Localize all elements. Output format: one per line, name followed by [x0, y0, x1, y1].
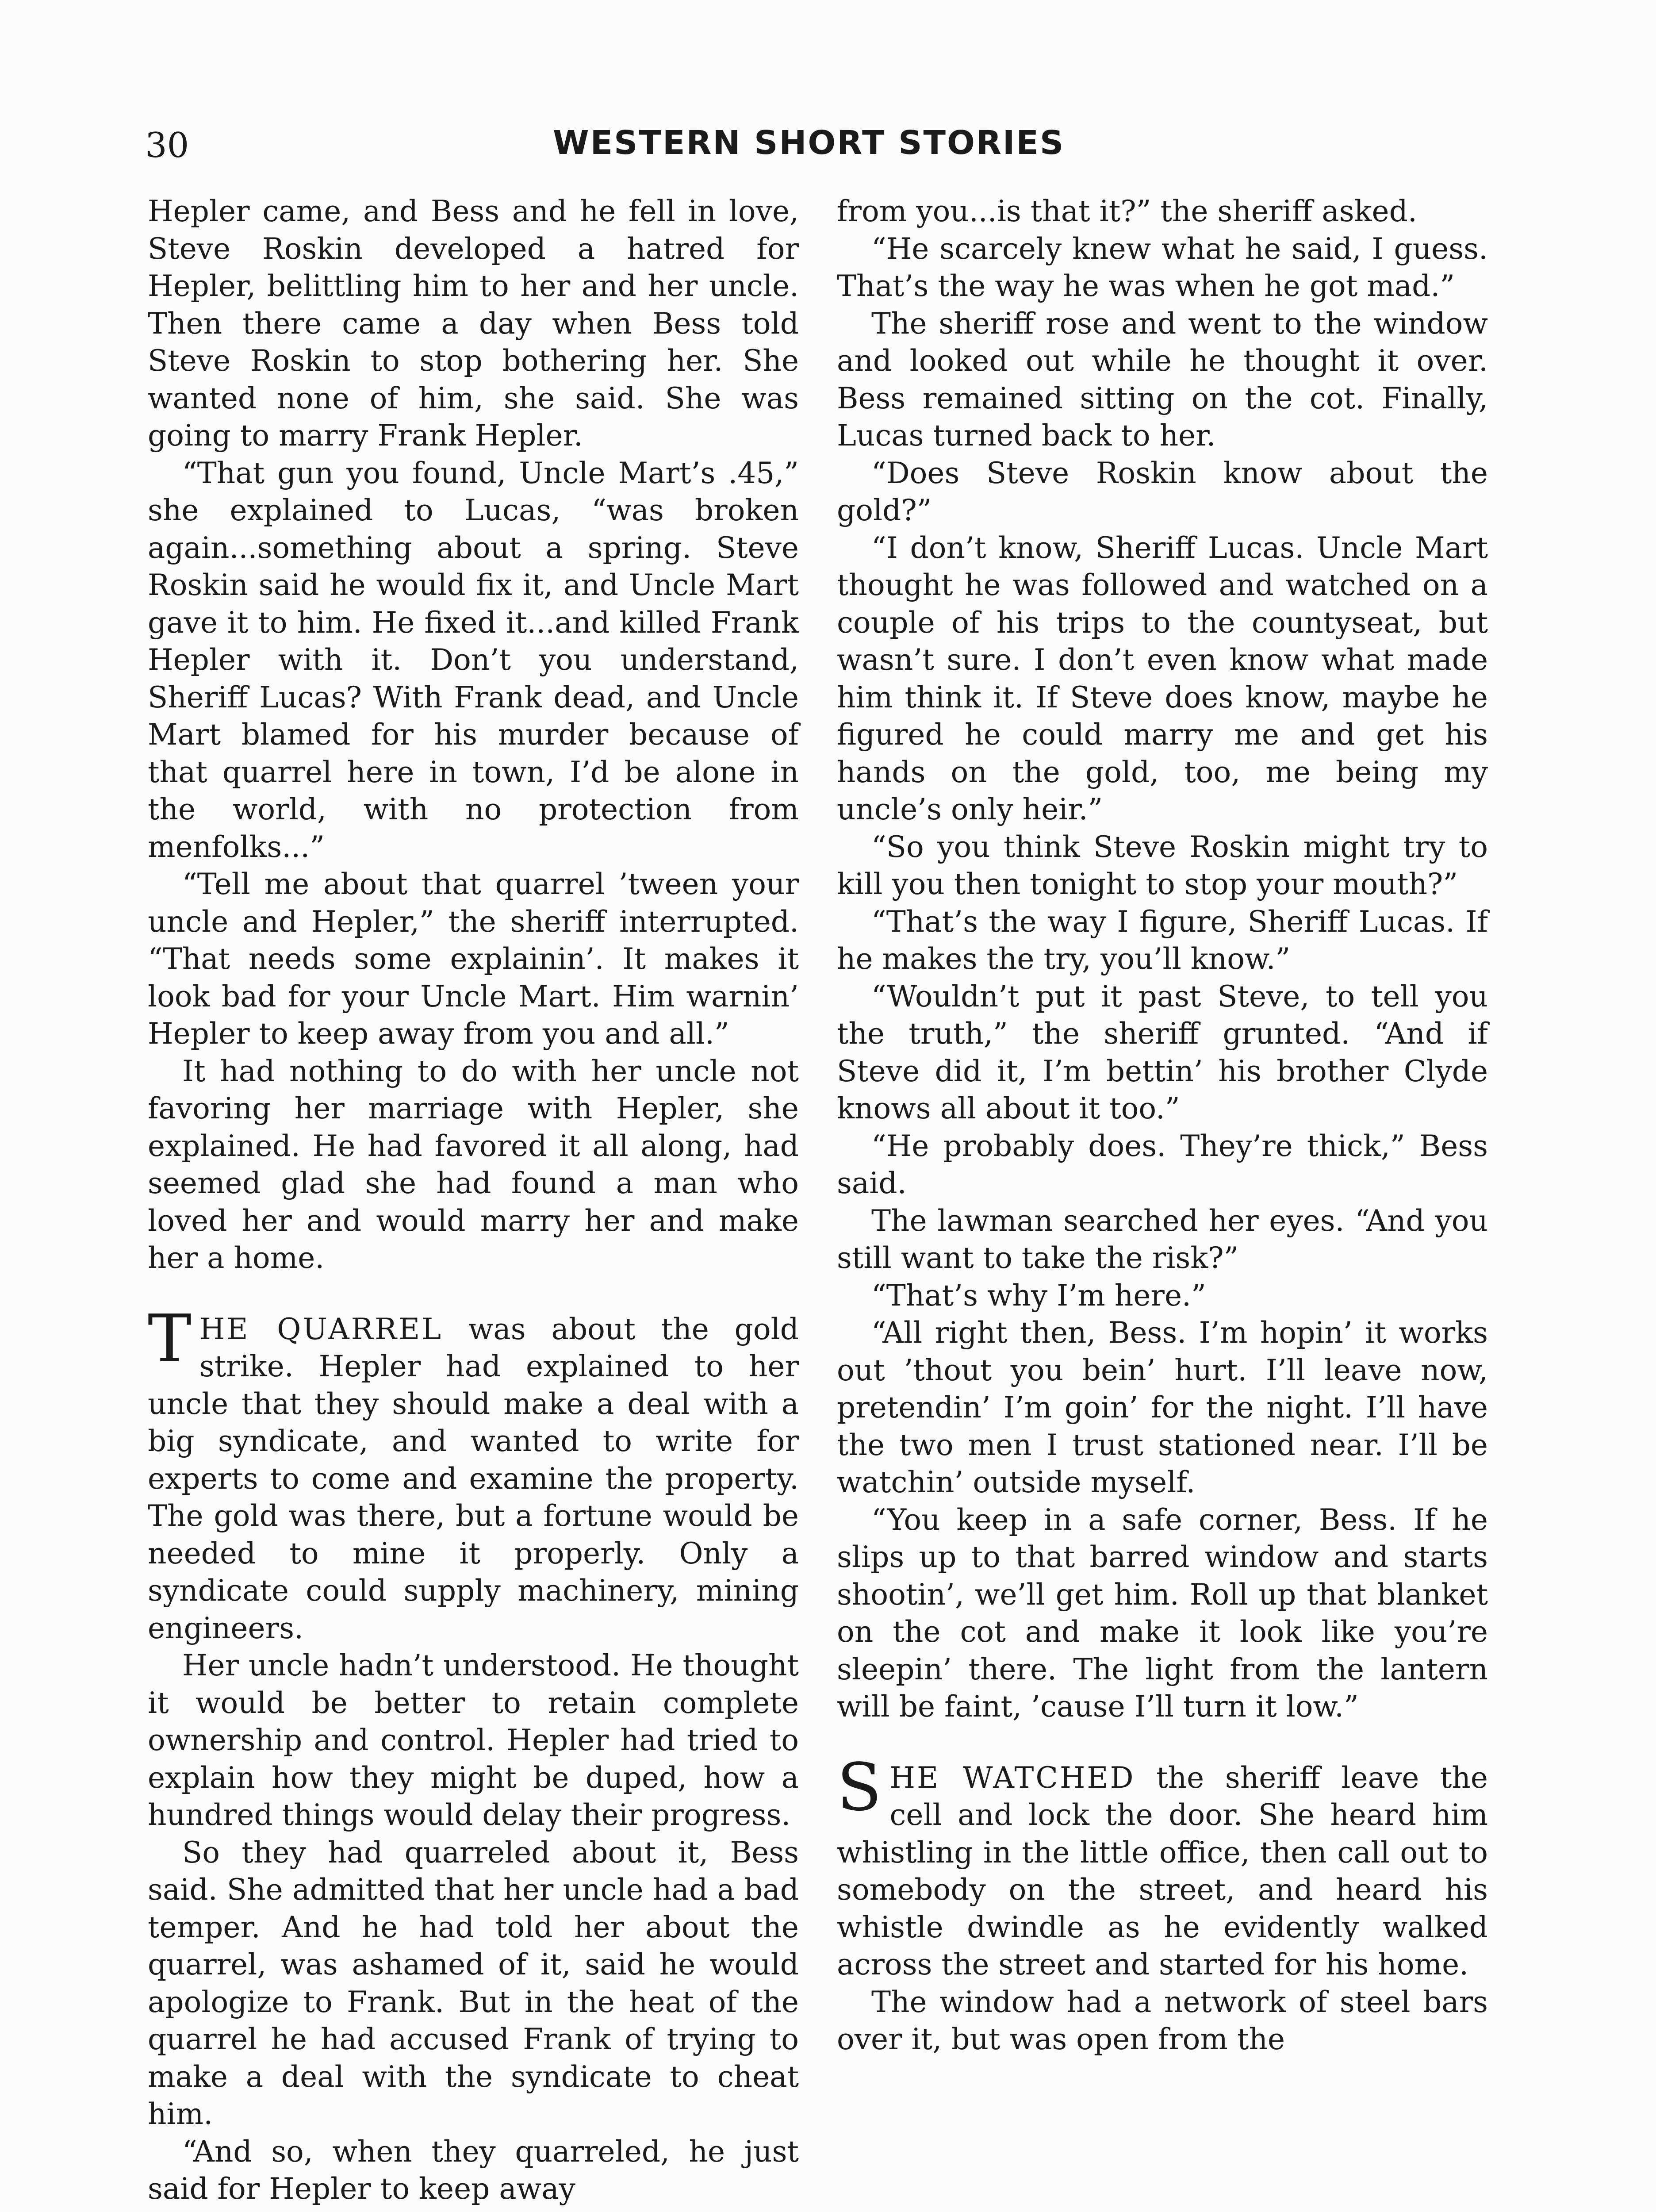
left-column [148, 193, 799, 2208]
paragraph: “You keep in a safe corner, Bess. If he slips up to that barred window and starts shootin’, we’ll get him. Roll up that blanket on the cot and make it look like you’re sleepin’ there. The light from the lantern will be faint, ’cause I’ll turn it low.” [837, 1502, 1488, 1724]
paragraph: It had nothing to do with her uncle not favoring her marriage with Hepler, she explained. He had favored it all along, had seemed glad she had found a man who loved her and would marry her and make her a home. [148, 1054, 799, 1275]
paragraph: “He probably does. They’re thick,” Bess said. [837, 1129, 1488, 1200]
paragraph: “All right then, Bess. I’m hopin’ it works out ’thout you bein’ hurt. I’ll leave now, pretendin’ I’m goin’ for the night. I’ll have the two men I trust stationed near. I’ll be watchin’ outside myself. [837, 1316, 1488, 1499]
paragraph: “That’s why I’m here.” [871, 1278, 1206, 1313]
paragraph: “He scarcely knew what he said, I guess. That’s the way he was when he got mad.” [837, 231, 1488, 303]
page-number: 30 [145, 126, 189, 165]
paragraph: “That gun you found, Uncle Mart’s .45,” she explained to Lucas, “was broken again...something about a spring. Steve Roskin said he would fix it, and Uncle Mart gave it to him. He fixed it...and killed Frank Hepler with it. Don’t you understand, Sheriff Lucas? With Frank dead, and Uncle Mart blamed for his murder because of that quarrel here in town, I’d be alone in the world, with no protection from menfolks...” [148, 456, 799, 864]
lead-in-smallcaps: HE QUARREL [199, 1312, 443, 1346]
paragraph: Hepler came, and Bess and he fell in love, Steve Roskin developed a hatred for Hepler, belittling him to her and her uncle. Then there came a day when Bess told Steve Roskin to stop bothering her. She wanted none of him, she said. She was going to marry Frank Hepler. [148, 194, 799, 453]
paragraph: “Tell me about that quarrel ’tween your uncle and Hepler,” the sheriff interrupted. “That needs some explainin’. It makes it look bad for your Uncle Mart. Him warnin’ Hepler to keep away from you and all.” [148, 867, 799, 1051]
running-title: WESTERN SHORT STORIES [553, 124, 1065, 162]
paragraph: “Wouldn’t put it past Steve, to tell you the truth,” the sheriff grunted. “And if Steve did it, I’m bettin’ his brother Clyde knows all about it too.” [837, 979, 1488, 1125]
lead-in-smallcaps: HE WATCHED [889, 1760, 1135, 1795]
paragraph: The window had a network of steel bars over it, but was open from the [837, 1985, 1488, 2056]
section-opening-paragraph [837, 1749, 1488, 1984]
drop-cap: S [837, 1749, 882, 1825]
right-column [837, 193, 1488, 2058]
paragraph: “I don’t know, Sheriff Lucas. Uncle Mart thought he was followed and watched on a couple of his trips to the countyseat, but wasn’t sure. I don’t even know what made him think it. If Steve does know, maybe he figured he could marry me and get his hands on the gold, too, me being my uncle’s only heir.” [837, 530, 1488, 826]
paragraph: “So you think Steve Roskin might try to kill you then tonight to stop your mouth?” [837, 830, 1488, 901]
paragraph-text: was about the gold strike. Hepler had explained to her uncle that they should make a deal with a big syndicate, and wanted to write for experts to come and examine the property. The gold was there, but a fortune would be needed to mine it properly. Only a syndicate could supply machinery, mining engineers. [148, 1312, 799, 1645]
section-opening-paragraph [148, 1300, 799, 1647]
paragraph-text: the sheriff leave the cell and lock the door. She heard him whistling in the little office, then call out to somebody on the street, and heard his whistle dwindle as he evidently walked across the street and started for his home. [837, 1760, 1488, 1982]
paragraph: from you...is that it?” the sheriff asked. [837, 194, 1417, 228]
drop-cap: T [148, 1300, 192, 1377]
paragraph: The sheriff rose and went to the window and looked out while he thought it over. Bess remained sitting on the cot. Finally, Lucas turned back to her. [837, 306, 1488, 453]
paragraph: “That’s the way I figure, Sheriff Lucas. If he makes the try, you’ll know.” [837, 904, 1488, 976]
paragraph: The lawman searched her eyes. “And you still want to take the risk?” [837, 1203, 1488, 1275]
paragraph: So they had quarreled about it, Bess said. She admitted that her uncle had a bad temper. And he had told her about the quarrel, was ashamed of it, said he would apologize to Frank. But in the heat of the quarrel he had accused Frank of trying to make a deal with the syndicate to cheat him. [148, 1835, 799, 2131]
paragraph: “Does Steve Roskin know about the gold?” [837, 456, 1488, 527]
paragraph: Her uncle hadn’t understood. He thought it would be better to retain complete ownership and control. Hepler had tried to explain how they might be duped, how a hundred things would delay their progress. [148, 1648, 799, 1832]
paragraph: “And so, when they quarreled, he just said for Hepler to keep away [148, 2134, 799, 2206]
